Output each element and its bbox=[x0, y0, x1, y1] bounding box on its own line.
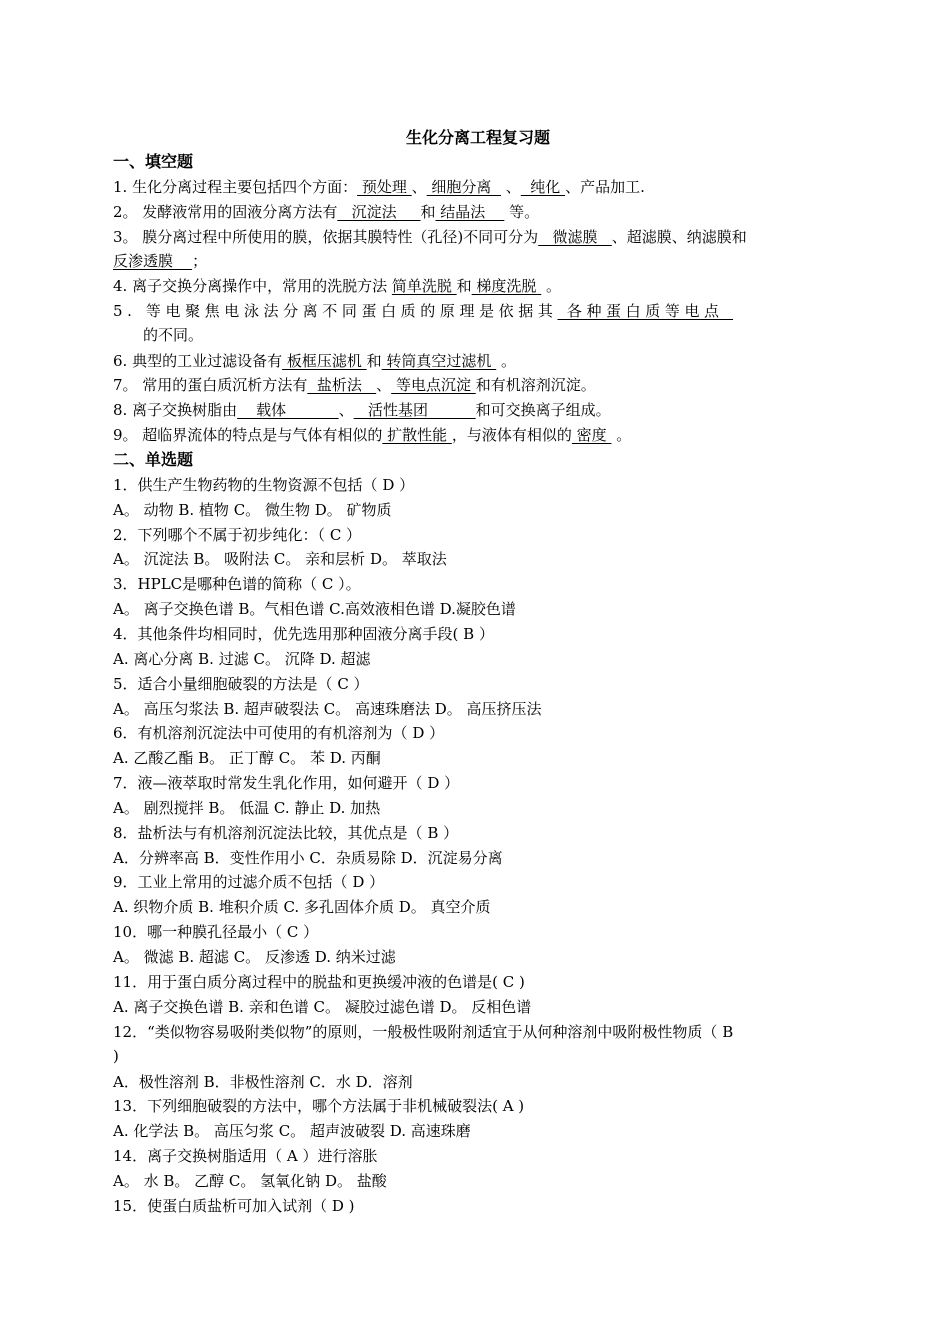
choice-line: A。 动物 B. 植物 C。 微生物 D。 矿物质 bbox=[113, 501, 392, 519]
question-text: ，与液体有相似的 bbox=[451, 426, 572, 444]
choice-line: 9．工业上常用的过滤介质不包括（ D ） bbox=[113, 873, 385, 891]
choice-line: A. 乙酸乙酯 B。 正丁醇 C。 苯 D. 丙酮 bbox=[113, 749, 381, 767]
choice-line: 14．离子交换树脂适用（ A ）进行溶胀 bbox=[113, 1147, 378, 1165]
question-9 bbox=[113, 424, 843, 446]
question-text: 、产品加工. bbox=[565, 178, 645, 196]
answer-blank: 板框压滤机 bbox=[282, 352, 367, 370]
question-text: 、 bbox=[338, 401, 354, 419]
choice-line: A。 沉淀法 B。 吸附法 C。 亲和层析 D。 萃取法 bbox=[113, 550, 447, 568]
choice-line: 4．其他条件均相同时，优先选用那种固液分离手段( B ） bbox=[113, 625, 494, 643]
question-1 bbox=[113, 176, 843, 198]
question-6 bbox=[113, 350, 843, 372]
choice-line: A。 水 B。 乙醇 C。 氢氧化钠 D。 盐酸 bbox=[113, 1172, 387, 1190]
choice-line: 10．哪一种膜孔径最小（ C ） bbox=[113, 923, 319, 941]
question-2 bbox=[113, 201, 843, 223]
answer-blank: 密度 bbox=[571, 426, 612, 444]
answer-blank: 结晶法 bbox=[435, 203, 505, 221]
question-text: 和有机溶剂沉淀。 bbox=[475, 376, 596, 394]
choice-line: 1．供生产生物药物的生物资源不包括（ D ） bbox=[113, 476, 415, 494]
section-heading-single-choice: 二、单选题 bbox=[113, 450, 194, 469]
question-text: 2。 发酵液常用的固液分离方法有 bbox=[113, 203, 338, 221]
question-text: 和 bbox=[420, 203, 436, 221]
answer-blank: 等电点沉淀 bbox=[391, 376, 476, 394]
question-3-continued bbox=[113, 250, 843, 272]
answer-blank: 盐析法 bbox=[307, 376, 377, 394]
question-text: 和可交换离子组成。 bbox=[475, 401, 611, 419]
question-3 bbox=[113, 226, 843, 248]
choice-line: 5．适合小量细胞破裂的方法是（ C ） bbox=[113, 675, 369, 693]
question-text: 、 bbox=[411, 178, 427, 196]
question-text: 8. 离子交换树脂由 bbox=[113, 401, 238, 419]
question-5-continued bbox=[113, 324, 873, 346]
choice-line: A。 微滤 B. 超滤 C。 反渗透 D. 纳米过滤 bbox=[113, 948, 396, 966]
choice-line: 11．用于蛋白质分离过程中的脱盐和更换缓冲液的色谱是( C ) bbox=[113, 973, 525, 991]
answer-blank: 扩散性能 bbox=[382, 426, 452, 444]
question-text: 等。 bbox=[504, 203, 540, 221]
choice-line: 2．下列哪个不属于初步纯化：（ C ） bbox=[113, 526, 362, 544]
question-text: 5. 等电聚焦电泳法分离不同蛋白质的原理是依据其 bbox=[113, 302, 558, 320]
question-text: 、超滤膜、纳滤膜和 bbox=[611, 228, 747, 246]
answer-blank: 沉淀法 bbox=[337, 203, 421, 221]
choice-line: 3．HPLC是哪种色谱的简称（ C ）。 bbox=[113, 575, 361, 593]
choice-line: A. 离心分离 B. 过滤 C。 沉降 D. 超滤 bbox=[113, 650, 371, 668]
choice-line: A. 化学法 B。 高压匀浆 C。 超声波破裂 D. 高速珠磨 bbox=[113, 1122, 471, 1140]
question-text: 4. 离子交换分离操作中，常用的洗脱方法 bbox=[113, 277, 392, 295]
question-7 bbox=[113, 374, 843, 396]
answer-blank: 梯度洗脱 bbox=[471, 277, 542, 295]
choice-line: A. 离子交换色谱 B. 亲和色谱 C。 凝胶过滤色谱 D。 反相色谱 bbox=[113, 998, 532, 1016]
page-title: 生化分离工程复习题 bbox=[405, 128, 550, 147]
answer-blank: 活性基团 bbox=[353, 401, 476, 419]
section-heading-fill-blank: 一、填空题 bbox=[113, 152, 194, 171]
question-text: 和 bbox=[366, 352, 382, 370]
answer-blank: 简单洗脱 bbox=[391, 277, 457, 295]
question-text: 、 bbox=[376, 376, 392, 394]
question-text: 7。 常用的蛋白质沉析方法有 bbox=[113, 376, 308, 394]
question-text: 和 bbox=[456, 277, 472, 295]
choice-line: 15．使蛋白质盐析可加入试剂（ D ) bbox=[113, 1197, 355, 1215]
question-text: 。 bbox=[611, 426, 632, 444]
choice-line: 6．有机溶剂沉淀法中可使用的有机溶剂为（ D ） bbox=[113, 724, 445, 742]
answer-blank: 纯化 bbox=[520, 178, 566, 196]
choice-line: A。 剧烈搅拌 B。 低温 C. 静止 D. 加热 bbox=[113, 799, 381, 817]
choice-line: A. 织物介质 B. 堆积介质 C. 多孔固体介质 D。 真空介质 bbox=[113, 898, 491, 916]
question-text: 6. 典型的工业过滤设备有 bbox=[113, 352, 283, 370]
answer-blank: 载体 bbox=[237, 401, 339, 419]
choice-line: 7．液—液萃取时常发生乳化作用，如何避开（ D ） bbox=[113, 774, 460, 792]
answer-blank: 预处理 bbox=[357, 178, 412, 196]
question-text: 、 bbox=[500, 178, 521, 196]
question-text: 的不同。 bbox=[143, 326, 204, 344]
answer-blank: 各种蛋白质等电点 bbox=[557, 302, 734, 320]
question-5 bbox=[113, 300, 843, 322]
answer-blank: 微滤膜 bbox=[538, 228, 612, 246]
question-text: 。 bbox=[496, 352, 516, 370]
choice-line: A。 离子交换色谱 B。气相色谱 C.高效液相色谱 D.凝胶色谱 bbox=[113, 600, 516, 618]
choice-line: A。 高压匀浆法 B. 超声破裂法 C。 高速珠磨法 D。 高压挤压法 bbox=[113, 700, 542, 718]
question-text: 9。 超临界流体的特点是与气体有相似的 bbox=[113, 426, 383, 444]
choice-line: 8．盐析法与有机溶剂沉淀法比较，其优点是（ B ） bbox=[113, 824, 459, 842]
question-text: ； bbox=[192, 252, 208, 270]
choice-line: 13．下列细胞破裂的方法中，哪个方法属于非机械破裂法( A ) bbox=[113, 1097, 525, 1115]
answer-blank: 反渗透膜 bbox=[113, 252, 193, 270]
choice-line: A．极性溶剂 B．非极性溶剂 C．水 D．溶剂 bbox=[113, 1073, 413, 1091]
answer-blank: 细胞分离 bbox=[426, 178, 501, 196]
question-text: 。 bbox=[541, 277, 561, 295]
question-4 bbox=[113, 275, 843, 297]
question-8 bbox=[113, 399, 843, 421]
choice-line: A．分辨率高 B．变性作用小 C．杂质易除 D．沉淀易分离 bbox=[113, 849, 503, 867]
question-text: 3。 膜分离过程中所使用的膜，依据其膜特性（孔径)不同可分为 bbox=[113, 228, 539, 246]
choice-line: 12．“类似物容易吸附类似物”的原则，一般极性吸附剂适宜于从何种溶剂中吸附极性物质（ B bbox=[113, 1023, 734, 1041]
choice-line: ) bbox=[113, 1047, 119, 1065]
answer-blank: 转筒真空过滤机 bbox=[381, 352, 497, 370]
question-text: 1. 生化分离过程主要包括四个方面： bbox=[113, 178, 358, 196]
